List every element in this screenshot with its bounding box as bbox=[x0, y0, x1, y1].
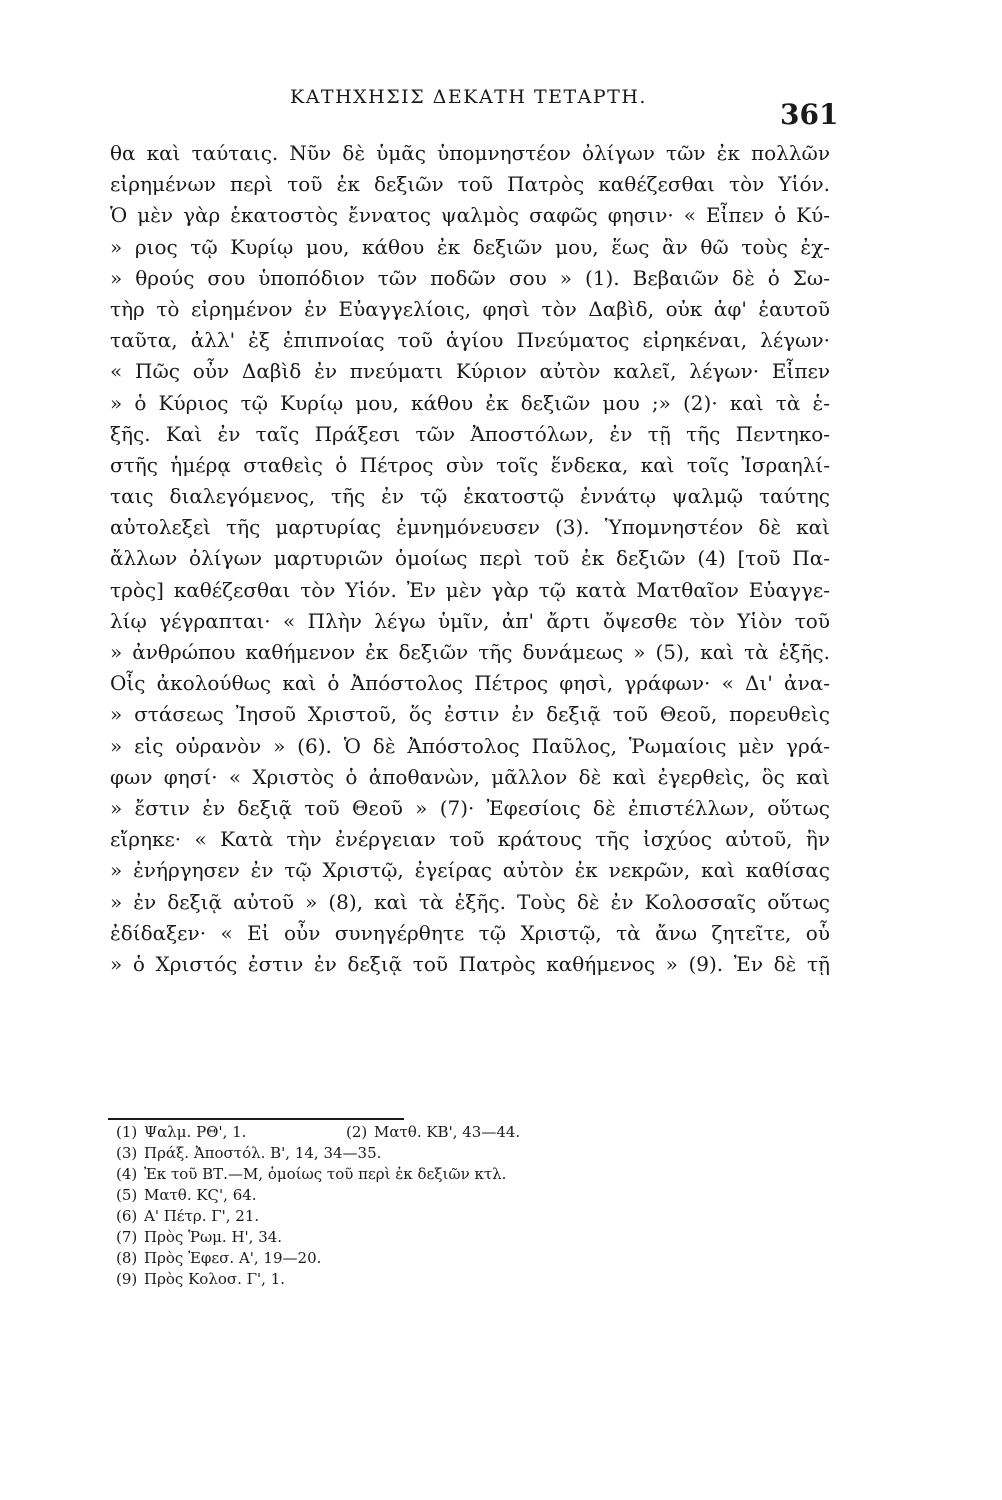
footnote-number: (6) bbox=[116, 1207, 138, 1225]
footnote-text: Ματθ. ΚϚ', 64. bbox=[144, 1186, 257, 1204]
running-head: ΚΑΤΗΧΗΣΙΣ ΔΕΚΑΤΗ ΤΕΤΑΡΤΗ. bbox=[290, 86, 647, 108]
body-text bbox=[110, 138, 830, 980]
footnote-number: (1) bbox=[116, 1123, 138, 1141]
footnote bbox=[116, 1227, 616, 1248]
footnote-text: Α' Πέτρ. Γ', 21. bbox=[144, 1207, 260, 1225]
footnote-text: Ἐκ τοῦ ΒΤ.—Μ, ὁμοίως τοῦ περὶ ἐκ δεξιῶν κτλ. bbox=[144, 1165, 507, 1183]
footnote bbox=[116, 1269, 616, 1290]
text-line: εἰρημένων περὶ τοῦ ἐκ δεξιῶν τοῦ Πατρὸς καθέζεσθαι τὸν Υἱόν. bbox=[110, 172, 830, 197]
text-line: » ἀνθρώπου καθήμενον ἐκ δεξιῶν τῆς δυνάμεως » (5), καὶ τὰ ἑξῆς. bbox=[110, 640, 830, 664]
footnote-rule bbox=[108, 1118, 404, 1120]
footnote-number: (7) bbox=[116, 1228, 138, 1246]
text-line: στῆς ἡμέρᾳ σταθεὶς ὁ Πέτρος σὺν τοῖς ἕνδεκα, καὶ τοῖς Ἰσραηλί- bbox=[110, 452, 830, 477]
text-line: » ὁ Χριστός ἐστιν ἐν δεξιᾷ τοῦ Πατρὸς καθήμενος » (9). Ἐν δὲ τῇ bbox=[110, 951, 830, 976]
footnote-text: Ψαλμ. ΡΘ', 1. bbox=[144, 1123, 247, 1141]
footnote-text: Πρὸς Κολοσ. Γ', 1. bbox=[144, 1270, 286, 1288]
footnote-text: Ματθ. ΚΒ', 43—44. bbox=[374, 1123, 521, 1141]
text-line: » ἐν δεξιᾷ αὐτοῦ » (8), καὶ τὰ ἑξῆς. Τοὺς δὲ ἐν Κολοσσαῖς οὕτως bbox=[110, 889, 830, 914]
footnote bbox=[116, 1143, 616, 1164]
footnote bbox=[116, 1206, 616, 1227]
text-line: αὐτολεξεὶ τῆς μαρτυρίας ἐμνημόνευσεν (3). Ὑπομνηστέον δὲ καὶ bbox=[110, 515, 830, 540]
text-line: εἴρηκε· « Κατὰ τὴν ἐνέργειαν τοῦ κράτους τῆς ἰσχύος αὐτοῦ, ἣν bbox=[110, 827, 830, 852]
text-line: ξῆς. Καὶ ἐν ταῖς Πράξεσι τῶν Ἀποστόλων, ἐν τῇ τῆς Πεντηκο- bbox=[110, 421, 830, 446]
text-line: » ὁ Κύριος τῷ Κυρίῳ μου, κάθου ἐκ δεξιῶν μου ;» (2)· καὶ τὰ ἑ- bbox=[110, 390, 830, 415]
text-line: » στάσεως Ἰησοῦ Χριστοῦ, ὅς ἐστιν ἐν δεξιᾷ τοῦ Θεοῦ, πορευθεὶς bbox=[110, 702, 830, 727]
text-line: Ὁ μὲν γὰρ ἑκατοστὸς ἔννατος ψαλμὸς σαφῶς φησιν· « Εἶπεν ὁ Κύ- bbox=[110, 203, 830, 228]
footnote-text: Πρὸς Ῥωμ. Η', 34. bbox=[144, 1228, 283, 1246]
text-line: » ἔστιν ἐν δεξιᾷ τοῦ Θεοῦ » (7)· Ἐφεσίοις δὲ ἐπιστέλλων, οὕτως bbox=[110, 795, 830, 820]
footnote-number: (4) bbox=[116, 1165, 138, 1183]
footnote bbox=[116, 1123, 246, 1141]
footnote-number: (2) bbox=[346, 1123, 368, 1141]
text-line: θα καὶ ταύταις. Νῦν δὲ ὑμᾶς ὑπομνηστέον ὀλίγων τῶν ἐκ πολλῶν bbox=[110, 141, 830, 165]
footnote bbox=[116, 1164, 616, 1185]
footnote bbox=[116, 1248, 616, 1269]
text-line: Οἷς ἀκολούθως καὶ ὁ Ἀπόστολος Πέτρος φησὶ, γράφων· « Δι' ἀνα- bbox=[110, 671, 830, 696]
text-line: λίῳ γέγραπται· « Πλὴν λέγω ὑμῖν, ἀπ' ἄρτι ὄψεσθε τὸν Υἱὸν τοῦ bbox=[110, 608, 830, 633]
text-line: » ἐνήργησεν ἐν τῷ Χριστῷ, ἐγείρας αὐτὸν ἐκ νεκρῶν, καὶ καθίσας bbox=[110, 858, 830, 883]
footnote bbox=[116, 1185, 616, 1206]
text-line: » εἰς οὐρανὸν » (6). Ὁ δὲ Ἀπόστολος Παῦλος, Ῥωμαίοις μὲν γρά- bbox=[110, 733, 830, 758]
footnote-number: (8) bbox=[116, 1249, 138, 1267]
text-line: φων φησί· « Χριστὸς ὁ ἀποθανὼν, μᾶλλον δὲ καὶ ἐγερθεὶς, ὃς καὶ bbox=[110, 764, 830, 789]
footnotes bbox=[116, 1122, 616, 1290]
text-line: ταις διαλεγόμενος, τῆς ἐν τῷ ἑκατοστῷ ἐννάτῳ ψαλμῷ ταύτης bbox=[110, 484, 830, 509]
text-line: ταῦτα, ἀλλ' ἐξ ἐπιπνοίας τοῦ ἁγίου Πνεύματος εἰρηκέναι, λέγων· bbox=[110, 328, 830, 353]
footnote-number: (9) bbox=[116, 1270, 138, 1288]
footnote bbox=[346, 1122, 520, 1143]
text-line: τὴρ τὸ εἰρημένον ἐν Εὐαγγελίοις, φησὶ τὸν Δαβὶδ, οὐκ ἀφ' ἑαυτοῦ bbox=[110, 296, 830, 321]
footnote-number: (3) bbox=[116, 1144, 138, 1162]
footnote-text: Πράξ. Ἀποστόλ. Β', 14, 34—35. bbox=[144, 1144, 382, 1162]
text-line: « Πῶς οὖν Δαβὶδ ἐν πνεύματι Κύριον αὐτὸν καλεῖ, λέγων· Εἶπεν bbox=[110, 359, 830, 384]
text-line: ἄλλων ὀλίγων μαρτυριῶν ὁμοίως περὶ τοῦ ἐκ δεξιῶν (4) [τοῦ Πα- bbox=[110, 546, 830, 571]
page-number: 361 bbox=[780, 98, 839, 131]
text-line: » ριος τῷ Κυρίῳ μου, κάθου ἐκ δεξιῶν μου, ἕως ἂν θῶ τοὺς ἐχ- bbox=[110, 234, 830, 259]
text-line: τρὸς] καθέζεσθαι τὸν Υἱόν. Ἐν μὲν γὰρ τῷ κατὰ Ματθαῖον Εὐαγγε- bbox=[110, 577, 830, 602]
footnote-row bbox=[116, 1122, 616, 1143]
footnote-number: (5) bbox=[116, 1186, 138, 1204]
footnote-text: Πρὸς Ἐφεσ. Α', 19—20. bbox=[144, 1249, 322, 1267]
text-line: » θρούς σου ὑποπόδιον τῶν ποδῶν σου » (1). Βεβαιῶν δὲ ὁ Σω- bbox=[110, 265, 830, 290]
text-line: ἐδίδαξεν· « Εἰ οὖν συνηγέρθητε τῷ Χριστῷ, τὰ ἄνω ζητεῖτε, οὗ bbox=[110, 920, 830, 945]
